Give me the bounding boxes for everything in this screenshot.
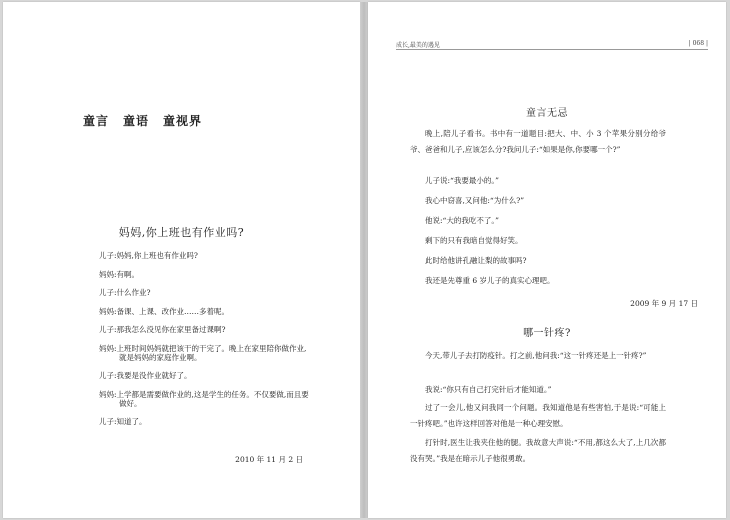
paragraph-line: 我说:“你只有自己打完针后才能知道。” bbox=[425, 385, 552, 394]
dialogue-line: 妈妈:有啊。 bbox=[99, 269, 140, 279]
paragraph-line: 我心中窃喜,又问他:“为什么?” bbox=[425, 196, 525, 205]
date-stamp: 2010 年 11 月 2 日 bbox=[235, 455, 303, 464]
dialogue-line: 儿子:那我怎么没见你在家里备过课啊? bbox=[99, 325, 226, 334]
paragraph-line: 我还是先尊重 6 岁儿子的真实心理吧。 bbox=[425, 276, 555, 285]
section-title: 童言无忌 bbox=[526, 108, 568, 119]
section-title: 哪一针疼? bbox=[523, 328, 571, 339]
paragraph: 打针时,医生让我夹住他的腿。我故意大声说:“不用,都这么大了,上几次都没有哭。”我是在暗示儿子他很勇敢。 bbox=[410, 438, 666, 463]
chapter-title-word: 童视界 bbox=[163, 114, 203, 128]
paragraph: 过了一会儿,他又问我同一个问题。我知道他是有些害怕,于是说:“可能上一针疼吧。”也许这样回答对他是一种心理安慰。 bbox=[410, 403, 666, 428]
left-page bbox=[3, 2, 360, 518]
date-stamp: 2009 年 9 月 17 日 bbox=[630, 299, 698, 308]
paragraph-line: 儿子说:“我要最小的。” bbox=[425, 176, 499, 185]
dialogue-line: 儿子:妈妈,你上班也有作业吗? bbox=[99, 251, 198, 260]
dialogue-line: 儿子:知道了。 bbox=[99, 417, 147, 426]
paragraph-line: 剩下的只有我暗自觉得好笑。 bbox=[425, 236, 523, 245]
paragraph-line: 他说:“大的我吃不了。” bbox=[425, 216, 499, 225]
paragraph-line: 此时给他讲孔融让梨的故事吗? bbox=[425, 256, 527, 265]
book-gutter bbox=[360, 2, 368, 518]
header-divider bbox=[396, 49, 708, 50]
chapter-title-word: 童言 bbox=[83, 114, 110, 128]
paragraph: 晚上,陪儿子看书。书中有一道题目:把大、中、小 3 个苹果分别分给爷爷、爸爸和儿子,应该怎么分?我问儿子:“如果是你,你要哪一个?” bbox=[410, 129, 666, 154]
section-title: 妈妈,你上班也有作业吗? bbox=[118, 226, 245, 239]
page-number: | 068 | bbox=[688, 40, 708, 47]
dialogue-line: 儿子:我要是没作业就好了。 bbox=[99, 371, 192, 380]
dialogue-list bbox=[99, 251, 309, 436]
dialogue-line: 妈妈:上班时间妈妈就把该干的干完了。晚上在家里陪你做作业,就是妈妈的家庭作业啊。 bbox=[99, 343, 307, 362]
dialogue-line: 妈妈:上学都是需要做作业的,这是学生的任务。不仅要做,而且要做好。 bbox=[99, 389, 309, 408]
dialogue-line: 儿子:什么作业? bbox=[99, 288, 151, 297]
paragraph: 今天,带儿子去打防疫针。打之前,他问我:“这一针疼还是上一针疼?” bbox=[425, 351, 647, 360]
running-header-title: 成长,最美的遇见 bbox=[396, 42, 440, 49]
dialogue-line: 妈妈:备课、上课、改作业……多着呢。 bbox=[99, 306, 230, 316]
chapter-title-word: 童语 bbox=[123, 114, 150, 128]
chapter-title bbox=[83, 112, 216, 129]
right-page bbox=[368, 2, 726, 518]
